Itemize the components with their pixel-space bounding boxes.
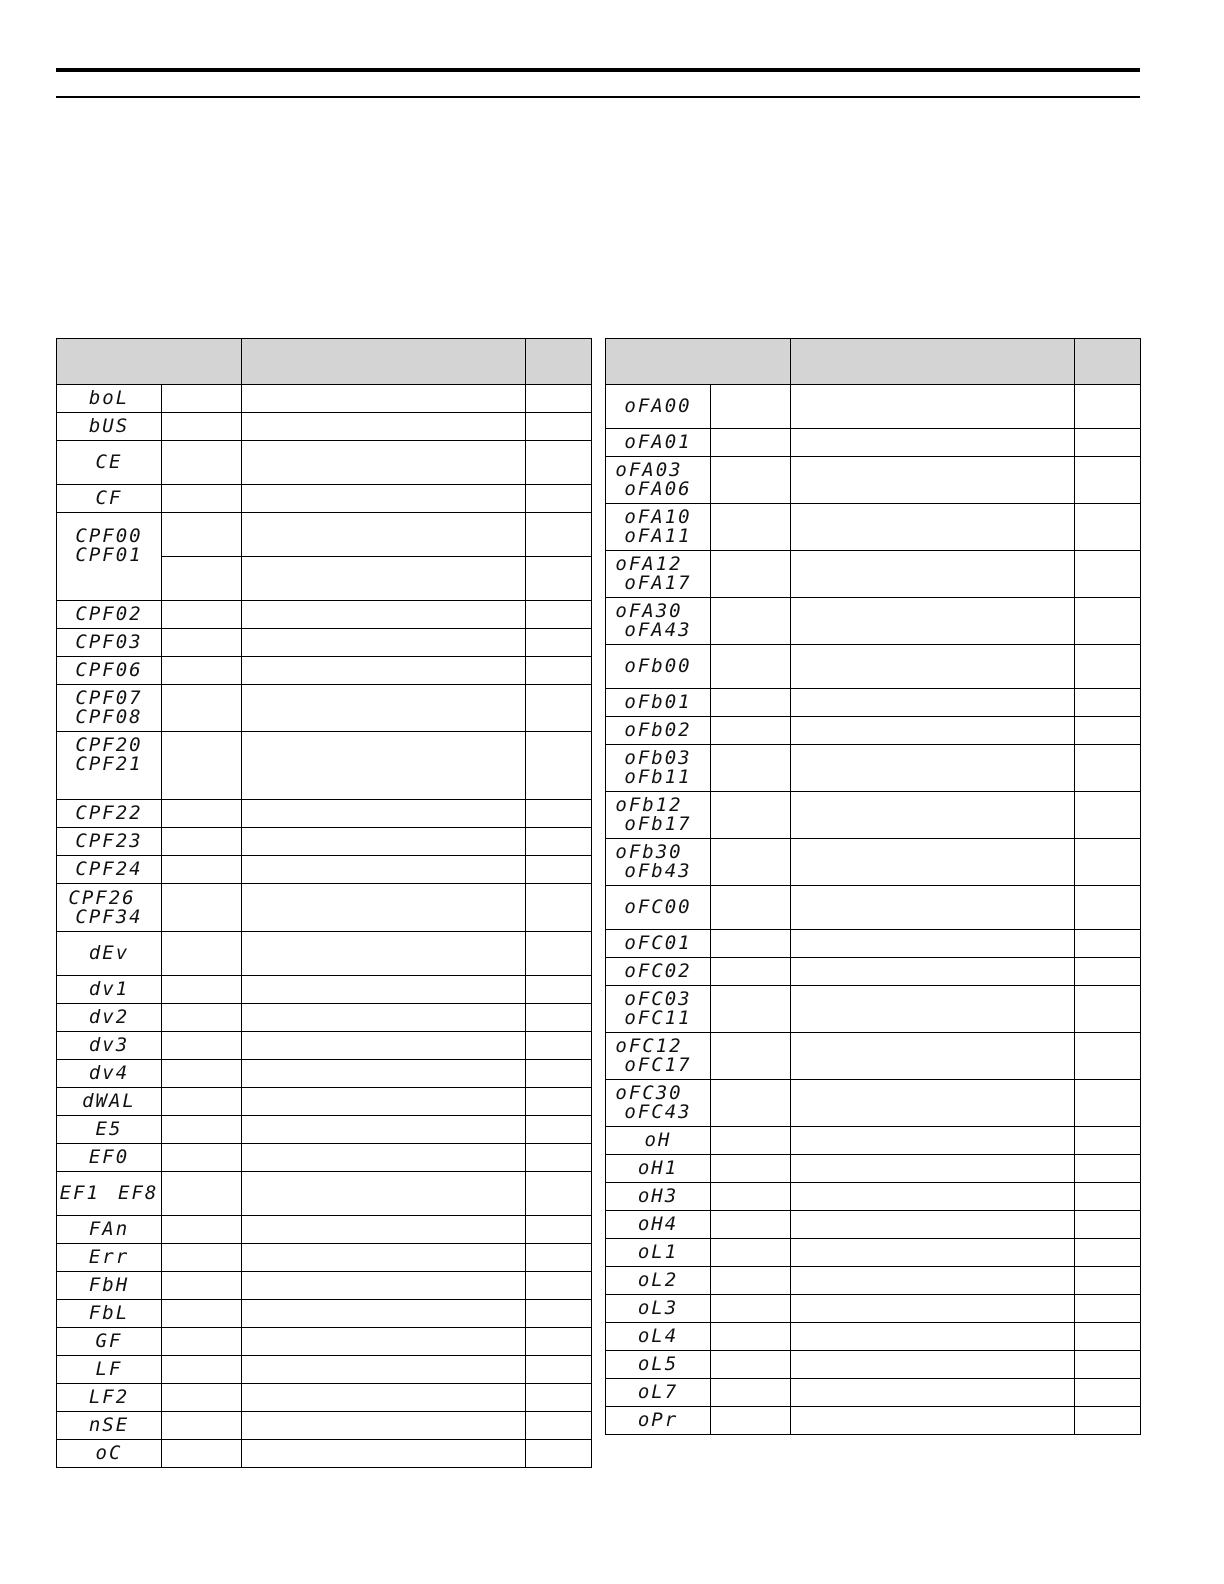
- code-cell: CPF06: [57, 657, 162, 685]
- code-cell: EF0: [57, 1144, 162, 1172]
- code-cell-range: [606, 504, 711, 551]
- table-row: [606, 1080, 1141, 1127]
- table-row: [57, 856, 592, 884]
- table-row: [606, 1323, 1141, 1351]
- code-cell: oFb00: [606, 645, 711, 689]
- code-line-1: oFb03: [624, 747, 692, 769]
- code-cell: oFb01: [606, 689, 711, 717]
- header-cell-page: [1075, 339, 1141, 385]
- left-fault-table: [56, 338, 592, 1468]
- code-cell: CPF02: [57, 601, 162, 629]
- table-row: [606, 930, 1141, 958]
- code-cell: FAn: [57, 1216, 162, 1244]
- table-row: [606, 689, 1141, 717]
- table-row: [57, 685, 592, 732]
- code-cell-range: [57, 1172, 162, 1216]
- table-row: [57, 884, 592, 932]
- header-cell-name: [242, 339, 526, 385]
- code-cell-range: [606, 745, 711, 792]
- table-row: [57, 485, 592, 513]
- code-cell: boL: [57, 385, 162, 413]
- code-line-2: oFA17: [624, 572, 692, 594]
- code-cell: oL7: [606, 1379, 711, 1407]
- code-cell: oC: [57, 1440, 162, 1468]
- table-row: [57, 1216, 592, 1244]
- table-row: [57, 601, 592, 629]
- code-line-2: oFb17: [624, 813, 692, 835]
- right-fault-table: [605, 338, 1141, 1435]
- table-row: [57, 800, 592, 828]
- code-line-1: oFC12: [615, 1035, 683, 1057]
- code-line-1: oFC30: [615, 1082, 683, 1104]
- table-row: [57, 976, 592, 1004]
- code-cell: oFA01: [606, 429, 711, 457]
- code-cell: CPF23: [57, 828, 162, 856]
- code-cell: E5: [57, 1116, 162, 1144]
- code-cell-range: [606, 551, 711, 598]
- table-header-row: [606, 339, 1141, 385]
- table-row: [606, 1239, 1141, 1267]
- code-line-2: CPF01: [75, 544, 143, 566]
- code-cell: oL1: [606, 1239, 711, 1267]
- table-row: [57, 1244, 592, 1272]
- table-row: [57, 1384, 592, 1412]
- code-line-1: EF1: [59, 1182, 100, 1204]
- code-cell: FbH: [57, 1272, 162, 1300]
- code-cell: oL2: [606, 1267, 711, 1295]
- header-rule-thick: [56, 68, 1140, 72]
- header-cell-display: [606, 339, 791, 385]
- table-row: [57, 828, 592, 856]
- table-row: [57, 1116, 592, 1144]
- table-row: [57, 1300, 592, 1328]
- table-row: [57, 385, 592, 413]
- table-row: [606, 504, 1141, 551]
- code-cell: oFC01: [606, 930, 711, 958]
- code-cell: oH4: [606, 1211, 711, 1239]
- table-row: [606, 1211, 1141, 1239]
- code-cell: oFb02: [606, 717, 711, 745]
- code-cell-range: [606, 1080, 711, 1127]
- table-row: [57, 1272, 592, 1300]
- code-cell-range: [57, 685, 162, 732]
- code-cell: dv3: [57, 1032, 162, 1060]
- code-line-1: oFb30: [615, 841, 683, 863]
- code-line-2: CPF21: [75, 753, 143, 775]
- code-line-1: oFC03: [624, 988, 692, 1010]
- code-line-2: oFA11: [624, 525, 692, 547]
- table-row: [57, 629, 592, 657]
- table-row: [606, 792, 1141, 839]
- code-cell-range: [606, 1033, 711, 1080]
- table-row: [57, 1412, 592, 1440]
- header-cell-name: [791, 339, 1075, 385]
- table-row: [606, 958, 1141, 986]
- table-row: [57, 1088, 592, 1116]
- code-cell: dEv: [57, 932, 162, 976]
- code-cell: CPF22: [57, 800, 162, 828]
- table-row: [606, 1351, 1141, 1379]
- code-cell: CE: [57, 441, 162, 485]
- code-cell: oFC00: [606, 886, 711, 930]
- code-cell-range: [606, 839, 711, 886]
- table-row: [606, 1183, 1141, 1211]
- code-cell: oL4: [606, 1323, 711, 1351]
- table-row: [606, 745, 1141, 792]
- header-rule-thin: [56, 96, 1140, 98]
- code-line-2: CPF08: [75, 706, 143, 728]
- table-row: [57, 1328, 592, 1356]
- code-line-2: oFb11: [624, 766, 692, 788]
- table-row: [57, 441, 592, 485]
- code-cell-range: [57, 513, 162, 601]
- table-row: [606, 717, 1141, 745]
- table-row: [606, 986, 1141, 1033]
- table-row: [57, 1172, 592, 1216]
- table-row: [606, 839, 1141, 886]
- table-row: [606, 886, 1141, 930]
- table-row: [57, 413, 592, 441]
- code-cell: LF2: [57, 1384, 162, 1412]
- code-cell: dWAL: [57, 1088, 162, 1116]
- code-cell: oFC02: [606, 958, 711, 986]
- table-row: [606, 645, 1141, 689]
- code-cell-range: [57, 732, 162, 800]
- table-row: [57, 732, 592, 800]
- code-line-1: oFA03: [615, 459, 683, 481]
- table-row: [606, 1127, 1141, 1155]
- code-line-2: oFA43: [624, 619, 692, 641]
- code-cell: oPr: [606, 1407, 711, 1435]
- code-cell: Err: [57, 1244, 162, 1272]
- code-cell: dv1: [57, 976, 162, 1004]
- code-cell-range: [606, 792, 711, 839]
- code-line-1: oFA12: [615, 553, 683, 575]
- code-cell-range: [606, 598, 711, 645]
- code-cell: dv2: [57, 1004, 162, 1032]
- code-cell-range: [606, 457, 711, 504]
- code-cell-range: [57, 884, 162, 932]
- code-cell: bUS: [57, 413, 162, 441]
- code-cell: oFA00: [606, 385, 711, 429]
- table-row: [606, 551, 1141, 598]
- code-cell: oH3: [606, 1183, 711, 1211]
- code-cell: oL3: [606, 1295, 711, 1323]
- code-cell: CF: [57, 485, 162, 513]
- code-cell: oH1: [606, 1155, 711, 1183]
- table-row: [606, 1295, 1141, 1323]
- table-row: [57, 657, 592, 685]
- table-row: [606, 1267, 1141, 1295]
- code-line-1: CPF20: [75, 734, 143, 756]
- table-row: [57, 1032, 592, 1060]
- code-line-1: CPF26: [68, 886, 136, 909]
- code-line-1: CPF07: [75, 687, 143, 709]
- table-row: [57, 1004, 592, 1032]
- table-row: [606, 1407, 1141, 1435]
- code-line-2: oFb43: [624, 860, 692, 882]
- header-cell-page: [526, 339, 592, 385]
- header-cell-display: [57, 339, 242, 385]
- code-line-1: oFA10: [624, 506, 692, 528]
- code-cell-range: [606, 986, 711, 1033]
- table-row: [57, 1440, 592, 1468]
- code-cell: LF: [57, 1356, 162, 1384]
- code-cell: FbL: [57, 1300, 162, 1328]
- code-line-2: CPF34: [75, 905, 143, 928]
- code-cell: nSE: [57, 1412, 162, 1440]
- table-row: [57, 1356, 592, 1384]
- code-line-1: CPF00: [75, 525, 143, 547]
- table-row: [57, 1144, 592, 1172]
- table-row: [606, 1155, 1141, 1183]
- code-line-1: oFb12: [615, 794, 683, 816]
- table-row: [57, 1060, 592, 1088]
- table-row: [606, 429, 1141, 457]
- code-cell: CPF03: [57, 629, 162, 657]
- code-line-2: EF8: [118, 1182, 159, 1204]
- table-row: [606, 598, 1141, 645]
- table-row: [606, 1033, 1141, 1080]
- code-cell: dv4: [57, 1060, 162, 1088]
- code-line-2: oFA06: [624, 478, 692, 500]
- code-cell: oH: [606, 1127, 711, 1155]
- code-line-2: oFC17: [624, 1054, 692, 1076]
- code-line-2: oFC43: [624, 1101, 692, 1123]
- table-row: [606, 385, 1141, 429]
- code-line-1: oFA30: [615, 600, 683, 622]
- table-row: [606, 457, 1141, 504]
- table-row: [57, 513, 592, 557]
- code-cell: oL5: [606, 1351, 711, 1379]
- table-row: [57, 932, 592, 976]
- code-line-2: oFC11: [624, 1007, 692, 1029]
- code-cell: GF: [57, 1328, 162, 1356]
- table-row: [606, 1379, 1141, 1407]
- code-cell: CPF24: [57, 856, 162, 884]
- table-header-row: [57, 339, 592, 385]
